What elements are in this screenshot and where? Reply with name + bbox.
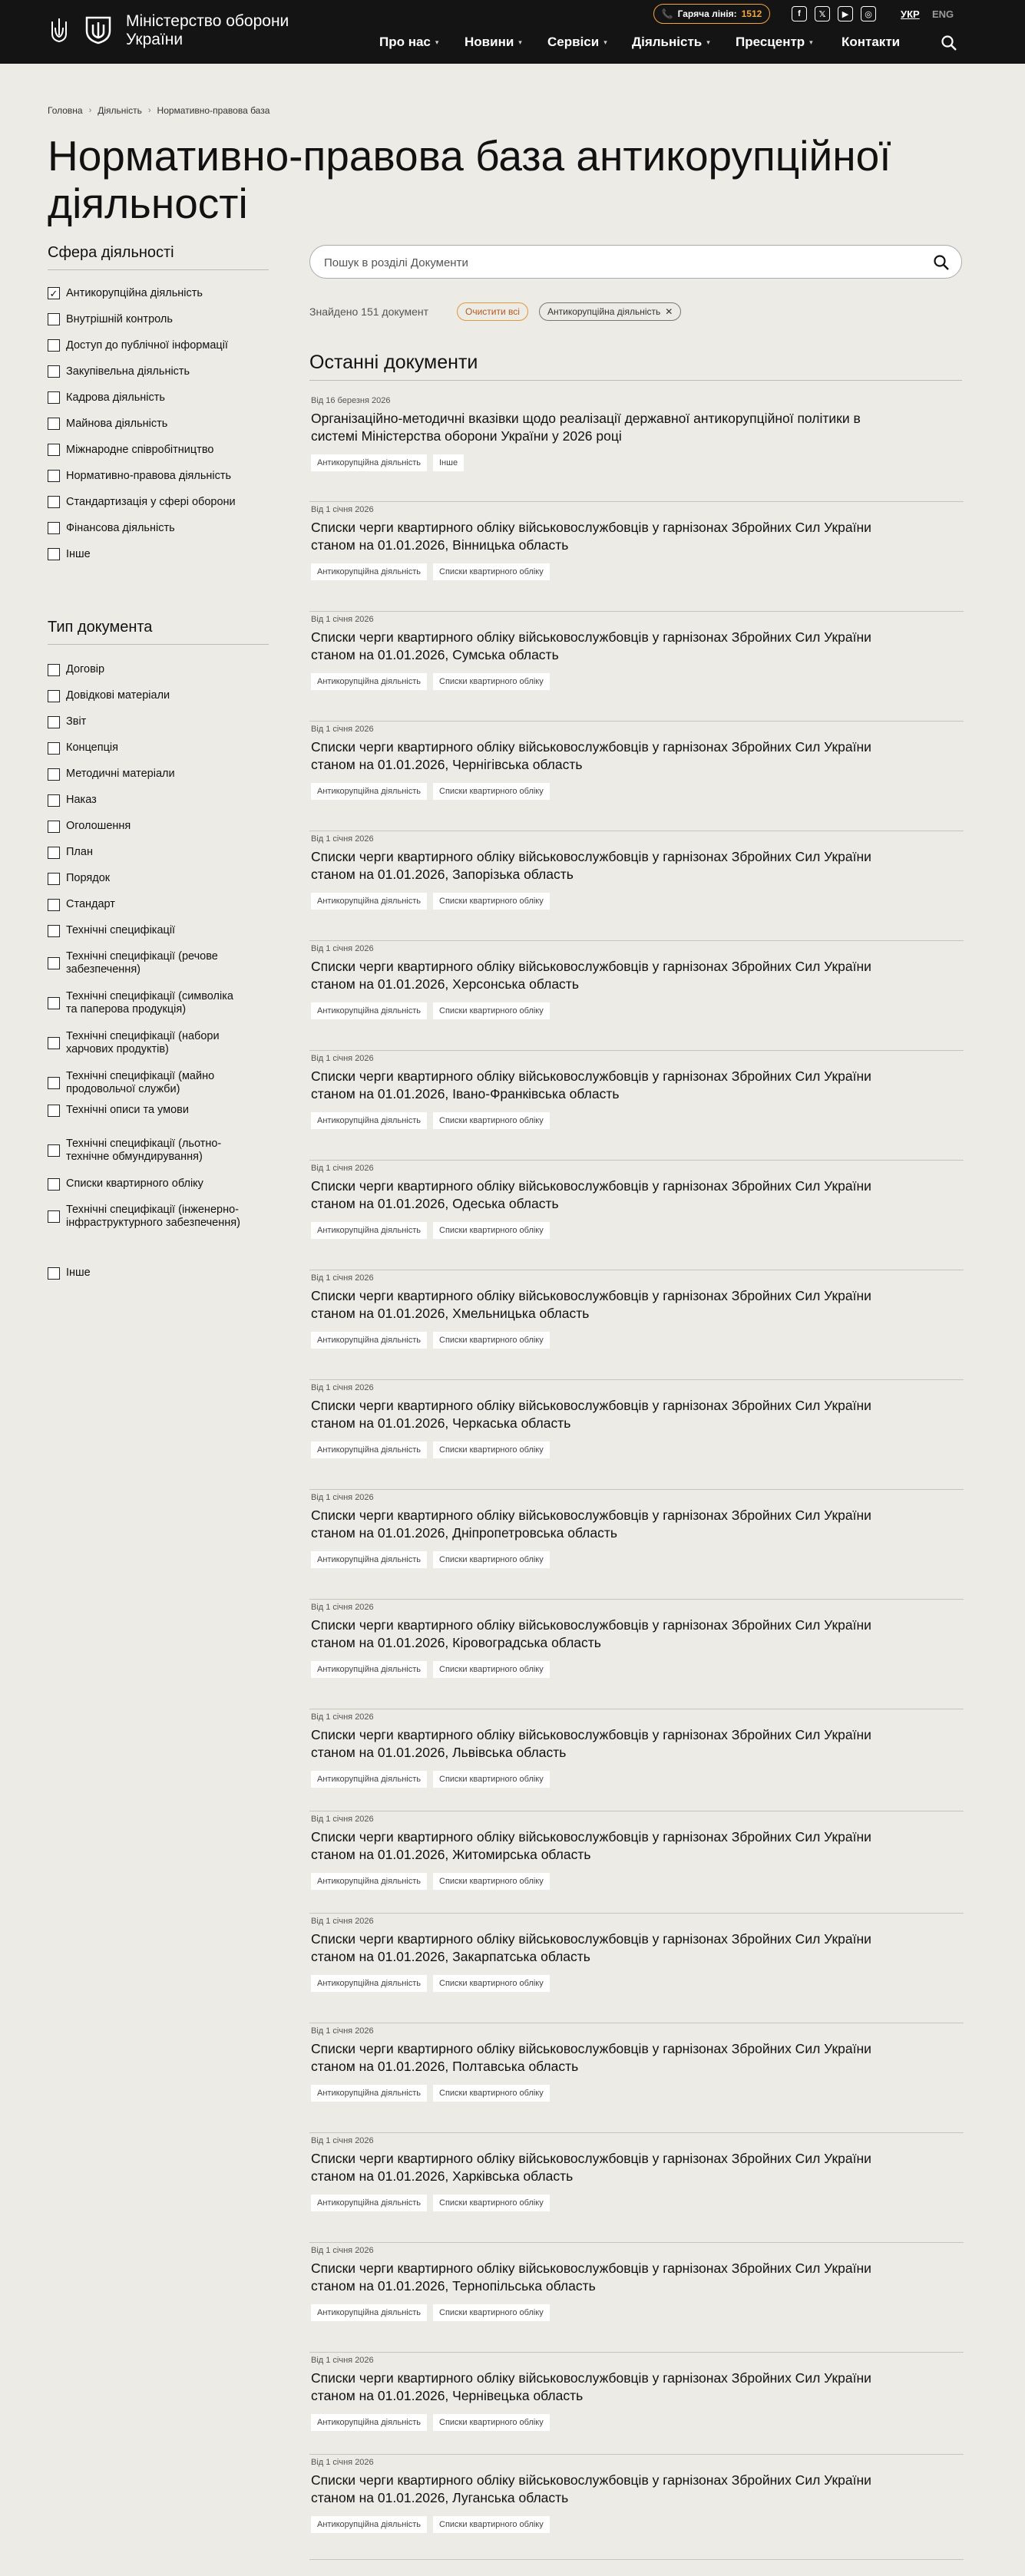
document-card	[309, 2023, 964, 2133]
search-input[interactable]	[324, 253, 908, 272]
checkbox[interactable]	[48, 899, 60, 911]
checkbox[interactable]	[48, 664, 60, 676]
section-title: Останні документи	[309, 352, 962, 381]
document-tag[interactable]: Антикорупційна діяльність	[311, 2085, 427, 2102]
filter-option[interactable]	[48, 548, 270, 561]
document-title-link[interactable]: Списки черги квартирного обліку військовослужбовців у гарнізонах Збройних Сил України станом на 01.01.2026, Харківська область	[311, 2151, 871, 2184]
document-title-link[interactable]: Списки черги квартирного обліку військовослужбовців у гарнізонах Збройних Сил України станом на 01.01.2026, Запорізька область	[311, 849, 871, 882]
filter-option[interactable]	[48, 715, 247, 728]
document-tags	[311, 2085, 550, 2102]
document-tag[interactable]: Антикорупційна діяльність	[311, 454, 427, 471]
document-tag[interactable]: Антикорупційна діяльність	[311, 893, 427, 910]
filter-option-label: Договір	[66, 663, 105, 675]
nav-item-3[interactable]	[632, 35, 710, 50]
filter-option[interactable]	[48, 339, 270, 352]
filter-option[interactable]	[48, 470, 270, 483]
checkbox-checked[interactable]: ✓	[48, 287, 60, 299]
document-title-link[interactable]: Списки черги квартирного обліку військовослужбовців у гарнізонах Збройних Сил України станом на 01.01.2026, Херсонська область	[311, 959, 871, 992]
site-name[interactable]: Міністерство оборони України	[126, 12, 289, 48]
checkbox[interactable]	[48, 365, 60, 378]
checkbox[interactable]	[48, 794, 60, 807]
document-card	[309, 1490, 964, 1600]
filter-option[interactable]	[48, 365, 270, 378]
hotline-number: 1512	[741, 8, 762, 19]
filter-option-label: Закупівельна діяльність	[66, 365, 190, 378]
filter-option-label: Технічні специфікації (інженерно-інфраструктурного забезпечення)	[66, 1204, 240, 1229]
nav-label: Сервіси	[547, 35, 600, 49]
filter-option-label: Інше	[66, 548, 91, 560]
document-tag[interactable]: Списки квартирного обліку	[433, 1222, 550, 1239]
filter-option[interactable]	[48, 898, 247, 911]
checkbox[interactable]	[48, 716, 60, 728]
active-filter-label: Антикорупційна діяльність	[547, 306, 661, 317]
document-card	[309, 1709, 964, 1811]
filter-option[interactable]	[48, 689, 247, 702]
document-title-link[interactable]: Списки черги квартирного обліку військовослужбовців у гарнізонах Збройних Сил України станом на 01.01.2026, Житомирська область	[311, 1829, 871, 1862]
checkbox[interactable]	[48, 1267, 60, 1280]
document-tag[interactable]: Антикорупційна діяльність	[311, 563, 427, 580]
document-card	[309, 2243, 964, 2353]
checkbox[interactable]	[48, 313, 60, 325]
checkbox[interactable]	[48, 470, 60, 482]
document-title-link[interactable]: Списки черги квартирного обліку військовослужбовців у гарнізонах Збройних Сил України станом на 01.01.2026, Львівська область	[311, 1727, 871, 1760]
document-date: Від 16 березня 2026	[311, 396, 391, 405]
document-date: Від 1 січня 2026	[311, 725, 374, 734]
document-card	[309, 612, 964, 722]
document-tag[interactable]: Антикорупційна діяльність	[311, 1551, 427, 1568]
document-title-link[interactable]: Списки черги квартирного обліку військовослужбовців у гарнізонах Збройних Сил України станом на 01.01.2026, Хмельницька область	[311, 1288, 871, 1321]
document-tag[interactable]: Списки квартирного обліку	[433, 2085, 550, 2102]
document-tags	[311, 783, 550, 800]
nav-item-1[interactable]	[465, 35, 522, 50]
filter-option[interactable]	[48, 496, 270, 509]
document-tag[interactable]: Антикорупційна діяльність	[311, 1332, 427, 1349]
filter-option-label: Технічні специфікації (речове забезпечення)	[66, 950, 218, 976]
document-card	[309, 1600, 964, 1709]
filter-option[interactable]	[48, 287, 270, 300]
document-tag[interactable]: Антикорупційна діяльність	[311, 1112, 427, 1129]
results-count: Знайдено 151 документ	[309, 305, 429, 318]
nav-label: Про нас	[379, 35, 431, 49]
nav-item-5[interactable]	[841, 35, 900, 50]
filter-option-label: Списки квартирного обліку	[66, 1177, 203, 1190]
chevron-right-icon: ›	[88, 106, 92, 115]
page-title: Нормативно-правова база антикорупційної діяльності	[48, 132, 891, 227]
filter-option[interactable]	[48, 950, 247, 976]
filter-option[interactable]	[48, 313, 270, 326]
document-tags	[311, 893, 550, 910]
filter-option[interactable]	[48, 741, 247, 755]
document-tag[interactable]: Списки квартирного обліку	[433, 1002, 550, 1019]
filter-option-label: Порядок	[66, 872, 111, 884]
document-title-link[interactable]: Списки черги квартирного обліку військовослужбовців у гарнізонах Збройних Сил України станом на 01.01.2026, Дніпропетровська область	[311, 1508, 871, 1541]
document-title-link[interactable]: Списки черги квартирного обліку військовослужбовців у гарнізонах Збройних Сил України станом на 01.01.2026, Чернігівська область	[311, 739, 871, 772]
checkbox[interactable]	[48, 1210, 60, 1223]
filter-option[interactable]	[48, 768, 247, 781]
document-date: Від 1 січня 2026	[311, 1917, 374, 1926]
document-card	[309, 1161, 964, 1270]
hotline-label: Гаряча лінія:	[677, 8, 737, 19]
nav-item-2[interactable]	[547, 35, 607, 50]
filter-option[interactable]	[48, 1267, 247, 1280]
checkbox[interactable]	[48, 1105, 60, 1117]
document-tags	[311, 2414, 550, 2431]
filter-option-label: Технічні специфікації (символіка та паперова продукція)	[66, 990, 233, 1016]
document-date: Від 1 січня 2026	[311, 2458, 374, 2467]
document-tags	[311, 1332, 550, 1349]
checkbox[interactable]	[48, 418, 60, 430]
document-title-link[interactable]: Списки черги квартирного обліку військовослужбовців у гарнізонах Збройних Сил України станом на 01.01.2026, Чернівецька область	[311, 2370, 871, 2403]
filter-option[interactable]	[48, 872, 247, 885]
nav-label: Діяльність	[632, 35, 703, 49]
document-title-link[interactable]: Списки черги квартирного обліку військовослужбовців у гарнізонах Збройних Сил України станом на 01.01.2026, Івано-Франківська область	[311, 1068, 871, 1101]
document-tag[interactable]: Списки квартирного обліку	[433, 2516, 550, 2533]
chevron-down-icon: ▾	[603, 38, 607, 46]
checkbox[interactable]	[48, 496, 60, 508]
document-card	[309, 1811, 964, 1914]
document-tags	[311, 1002, 550, 1019]
document-tag[interactable]: Списки квартирного обліку	[433, 1442, 550, 1458]
filter-heading-sphere: Сфера діяльності	[48, 244, 269, 270]
filter-option[interactable]	[48, 391, 270, 405]
search-icon[interactable]	[933, 254, 950, 271]
document-tags	[311, 1442, 550, 1458]
active-filter-chip[interactable]	[539, 302, 681, 321]
filter-option[interactable]	[48, 1104, 247, 1117]
document-card	[309, 1380, 964, 1490]
checkbox[interactable]	[48, 1037, 60, 1049]
youtube-icon[interactable]: ▶	[838, 6, 853, 21]
document-tags	[311, 1771, 550, 1788]
filter-option[interactable]	[48, 990, 247, 1016]
checkbox[interactable]	[48, 873, 60, 885]
filter-option-label: Кадрова діяльність	[66, 391, 165, 404]
search-icon[interactable]	[941, 35, 957, 51]
document-tag[interactable]: Антикорупційна діяльність	[311, 2414, 427, 2431]
breadcrumb-home[interactable]: Головна	[48, 105, 83, 116]
chevron-down-icon: ▾	[518, 38, 522, 46]
trident-icon[interactable]	[49, 17, 69, 45]
filter-option[interactable]	[48, 522, 270, 535]
document-tags	[311, 454, 464, 471]
document-tag[interactable]: Списки квартирного обліку	[433, 2195, 550, 2211]
filter-option-label: Наказ	[66, 794, 97, 806]
document-card	[309, 941, 964, 1051]
filter-option-label: Стандартизація у сфері оборони	[66, 496, 236, 508]
checkbox[interactable]	[48, 1144, 60, 1157]
document-date: Від 1 січня 2026	[311, 1273, 374, 1283]
document-tags	[311, 563, 550, 580]
document-card	[309, 2455, 964, 2560]
hotline-badge[interactable]	[653, 4, 770, 24]
nav-label: Пресцентр	[736, 35, 805, 49]
document-tags	[311, 1112, 550, 1129]
document-title-link[interactable]: Списки черги квартирного обліку військовослужбовців у гарнізонах Збройних Сил України станом на 01.01.2026, Сумська область	[311, 629, 871, 662]
checkbox[interactable]	[48, 821, 60, 833]
document-tag[interactable]: Списки квартирного обліку	[433, 1332, 550, 1349]
checkbox[interactable]	[48, 444, 60, 456]
filter-option[interactable]	[48, 418, 270, 431]
lang-ukr[interactable]: УКР	[901, 8, 920, 20]
filter-option-label: Технічні описи та умови	[66, 1104, 189, 1116]
filter-option[interactable]	[48, 1138, 247, 1164]
close-icon[interactable]: ✕	[665, 306, 673, 317]
nav-item-4[interactable]	[736, 35, 813, 50]
nav-item-0[interactable]	[379, 35, 438, 50]
checkbox[interactable]	[48, 925, 60, 937]
breadcrumb-current: Нормативно-правова база	[157, 105, 270, 116]
x-icon[interactable]: 𝕏	[815, 6, 830, 21]
filter-option-label: Антикорупційна діяльність	[66, 287, 203, 299]
document-tag[interactable]: Антикорупційна діяльність	[311, 1873, 427, 1890]
filter-option-label: Технічні специфікації (льотно-технічне обмундирування)	[66, 1138, 222, 1163]
checkbox[interactable]	[48, 742, 60, 755]
checkbox[interactable]	[48, 391, 60, 404]
filter-option-label: Майнова діяльність	[66, 418, 168, 430]
checkbox[interactable]	[48, 548, 60, 560]
document-tag[interactable]: Антикорупційна діяльність	[311, 1002, 427, 1019]
document-title-link[interactable]: Списки черги квартирного обліку військовослужбовців у гарнізонах Збройних Сил України станом на 01.01.2026, Черкаська область	[311, 1398, 871, 1431]
filter-option[interactable]	[48, 794, 247, 807]
filter-option-label: Технічні специфікації	[66, 924, 176, 936]
document-tag[interactable]: Списки квартирного обліку	[433, 1112, 550, 1129]
lang-eng[interactable]: ENG	[932, 8, 954, 20]
document-tags	[311, 2195, 550, 2211]
filter-option[interactable]	[48, 1070, 247, 1096]
filter-option[interactable]	[48, 1177, 247, 1191]
filter-option-label: Доступ до публічної інформації	[66, 339, 228, 352]
document-tags	[311, 1873, 550, 1890]
ministry-shield-icon[interactable]	[84, 15, 112, 45]
document-title-link[interactable]: Списки черги квартирного обліку військовослужбовців у гарнізонах Збройних Сил України станом на 01.01.2026, Вінницька область	[311, 520, 871, 553]
breadcrumb	[48, 105, 269, 116]
document-title-link[interactable]: Списки черги квартирного обліку військовослужбовців у гарнізонах Збройних Сил України станом на 01.01.2026, Полтавська область	[311, 2041, 871, 2074]
filter-option-label: Технічні специфікації (майно продовольчої служби)	[66, 1070, 215, 1095]
instagram-icon[interactable]: ◎	[861, 6, 876, 21]
document-tag[interactable]: Антикорупційна діяльність	[311, 2516, 427, 2533]
filter-option-label: План	[66, 846, 93, 858]
filter-option-label: Інше	[66, 1267, 91, 1279]
filter-option[interactable]	[48, 1204, 247, 1230]
document-title-link[interactable]: Списки черги квартирного обліку військовослужбовців у гарнізонах Збройних Сил України станом на 01.01.2026, Кіровоградська область	[311, 1617, 871, 1650]
document-date: Від 1 січня 2026	[311, 2246, 374, 2255]
document-date: Від 1 січня 2026	[311, 2356, 374, 2365]
filter-option[interactable]	[48, 1030, 247, 1056]
document-date: Від 1 січня 2026	[311, 1712, 374, 1722]
document-date: Від 1 січня 2026	[311, 615, 374, 624]
document-card	[309, 831, 964, 941]
document-tag[interactable]: Антикорупційна діяльність	[311, 1975, 427, 1992]
document-tags	[311, 2516, 550, 2533]
document-date: Від 1 січня 2026	[311, 1054, 374, 1063]
document-tag[interactable]: Антикорупційна діяльність	[311, 673, 427, 690]
document-date: Від 1 січня 2026	[311, 1493, 374, 1502]
document-tag[interactable]: Списки квартирного обліку	[433, 1873, 550, 1890]
checkbox[interactable]	[48, 847, 60, 859]
document-tags	[311, 2304, 550, 2321]
chevron-down-icon: ▾	[809, 38, 813, 46]
checkbox[interactable]	[48, 522, 60, 534]
checkbox[interactable]	[48, 339, 60, 352]
filter-option-label: Оголошення	[66, 820, 131, 832]
filter-option[interactable]	[48, 663, 247, 676]
document-card	[309, 1051, 964, 1161]
phone-icon: 📞	[661, 8, 673, 19]
filter-option[interactable]	[48, 820, 247, 833]
document-title-link[interactable]: Списки черги квартирного обліку військовослужбовців у гарнізонах Збройних Сил України станом на 01.01.2026, Луганська область	[311, 2472, 871, 2505]
filter-option-label: Міжнародне співробітництво	[66, 444, 214, 456]
document-card	[309, 2353, 964, 2455]
filter-option[interactable]	[48, 846, 247, 859]
document-tag[interactable]: Списки квартирного обліку	[433, 1551, 550, 1568]
document-tag[interactable]: Списки квартирного обліку	[433, 673, 550, 690]
document-tag[interactable]: Списки квартирного обліку	[433, 2414, 550, 2431]
document-tag[interactable]: Списки квартирного обліку	[433, 1771, 550, 1788]
document-tag[interactable]: Списки квартирного обліку	[433, 893, 550, 910]
document-tag[interactable]: Антикорупційна діяльність	[311, 1771, 427, 1788]
document-card	[309, 722, 964, 831]
filter-option-label: Стандарт	[66, 898, 115, 910]
document-tag[interactable]: Списки квартирного обліку	[433, 563, 550, 580]
document-title-link[interactable]: Організаційно-методичні вказівки щодо реалізації державної антикорупційної політики в системі Міністерства оборони України у 2026 році	[311, 411, 861, 444]
document-date: Від 1 січня 2026	[311, 1164, 374, 1173]
document-card	[309, 502, 964, 612]
document-card	[309, 1914, 964, 2023]
document-tag[interactable]: Антикорупційна діяльність	[311, 2304, 427, 2321]
document-tag[interactable]: Списки квартирного обліку	[433, 2304, 550, 2321]
chevron-down-icon: ▾	[706, 38, 710, 46]
filter-option[interactable]	[48, 924, 247, 937]
document-tag[interactable]: Антикорупційна діяльність	[311, 1661, 427, 1678]
clear-all-button[interactable]: Очистити всі	[457, 302, 528, 321]
document-date: Від 1 січня 2026	[311, 834, 374, 844]
checkbox[interactable]	[48, 690, 60, 702]
document-tag[interactable]: Інше	[433, 454, 464, 471]
filter-option-label: Звіт	[66, 715, 87, 728]
facebook-icon[interactable]: f	[792, 6, 807, 21]
document-tag[interactable]: Антикорупційна діяльність	[311, 783, 427, 800]
nav-label: Контакти	[841, 35, 901, 49]
breadcrumb-activity[interactable]: Діяльність	[98, 105, 142, 116]
site-header	[0, 0, 1025, 64]
filter-option-label: Методичні матеріали	[66, 768, 175, 780]
document-tags	[311, 1975, 550, 1992]
filter-option-label: Довідкові матеріали	[66, 689, 170, 702]
document-date: Від 1 січня 2026	[311, 2026, 374, 2036]
document-card	[309, 393, 964, 502]
document-date: Від 1 січня 2026	[311, 1383, 374, 1392]
filter-heading-doc-type: Тип документа	[48, 619, 269, 645]
document-tag[interactable]: Антикорупційна діяльність	[311, 1222, 427, 1239]
filter-option[interactable]	[48, 444, 270, 457]
document-date: Від 1 січня 2026	[311, 1603, 374, 1612]
document-tags	[311, 1222, 550, 1239]
checkbox[interactable]	[48, 1178, 60, 1191]
document-title-link[interactable]: Списки черги квартирного обліку військовослужбовців у гарнізонах Збройних Сил України станом на 01.01.2026, Одеська область	[311, 1178, 871, 1211]
documents-search	[309, 245, 962, 279]
document-tags	[311, 1551, 550, 1568]
document-tag[interactable]: Антикорупційна діяльність	[311, 2195, 427, 2211]
document-date: Від 1 січня 2026	[311, 944, 374, 953]
filter-option-label: Технічні специфікації (набори харчових продуктів)	[66, 1030, 220, 1055]
document-tag[interactable]: Антикорупційна діяльність	[311, 1442, 427, 1458]
document-title-link[interactable]: Списки черги квартирного обліку військовослужбовців у гарнізонах Збройних Сил України станом на 01.01.2026, Закарпатська область	[311, 1931, 871, 1964]
document-tag[interactable]: Списки квартирного обліку	[433, 1661, 550, 1678]
chevron-right-icon: ›	[147, 106, 151, 115]
document-card	[309, 1270, 964, 1380]
chevron-down-icon: ▾	[435, 38, 439, 46]
document-tag[interactable]: Списки квартирного обліку	[433, 783, 550, 800]
document-title-link[interactable]: Списки черги квартирного обліку військовослужбовців у гарнізонах Збройних Сил України станом на 01.01.2026, Тернопільська область	[311, 2261, 871, 2294]
document-date: Від 1 січня 2026	[311, 2136, 374, 2145]
checkbox[interactable]	[48, 1077, 60, 1089]
nav-label: Новини	[465, 35, 514, 49]
document-tags	[311, 673, 550, 690]
filter-option-label: Фінансова діяльність	[66, 522, 175, 534]
checkbox[interactable]	[48, 957, 60, 969]
filter-option-label: Нормативно-правова діяльність	[66, 470, 232, 482]
document-tags	[311, 1661, 550, 1678]
filter-option-label: Концепція	[66, 741, 118, 754]
document-tag[interactable]: Списки квартирного обліку	[433, 1975, 550, 1992]
checkbox[interactable]	[48, 997, 60, 1009]
document-date: Від 1 січня 2026	[311, 505, 374, 514]
document-card	[309, 2133, 964, 2243]
document-date: Від 1 січня 2026	[311, 1815, 374, 1824]
checkbox[interactable]	[48, 768, 60, 781]
filter-option-label: Внутрішній контроль	[66, 313, 173, 325]
